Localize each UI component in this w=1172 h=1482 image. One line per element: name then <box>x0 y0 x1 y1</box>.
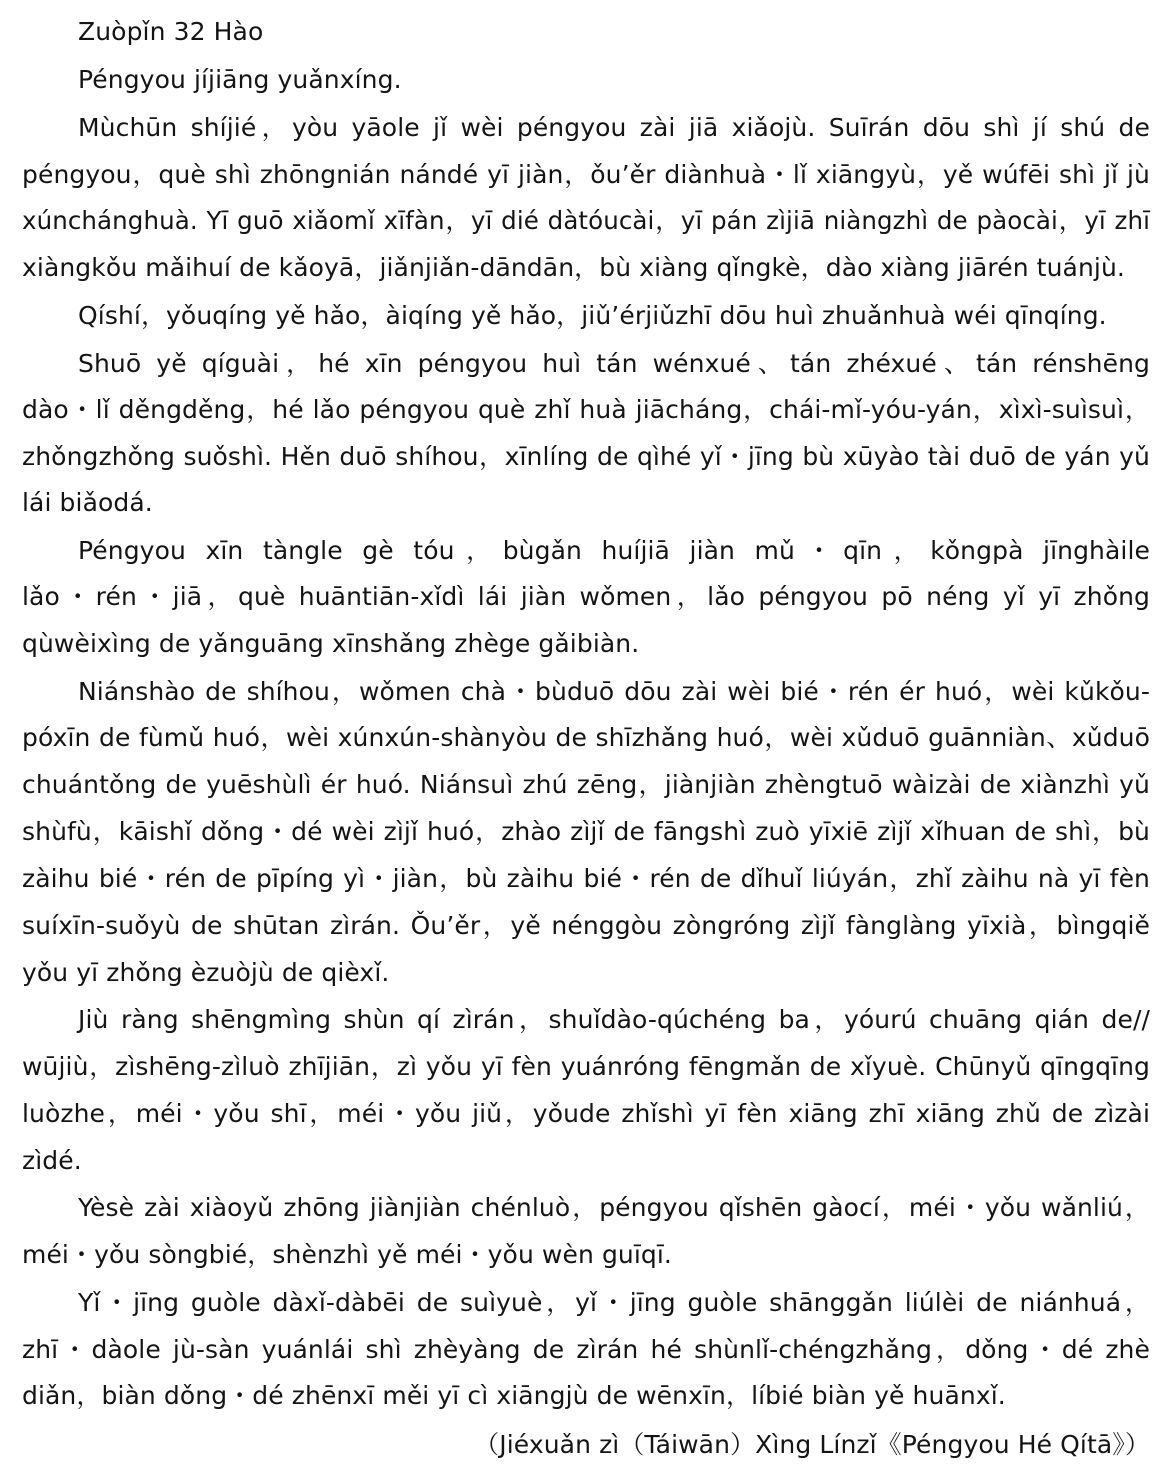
paragraph-line: zìdé. <box>22 1146 82 1175</box>
paragraph-line: yǒu yī zhǒng èzuòjù de qièxǐ. <box>22 958 390 987</box>
paragraph-line: suíxīn-suǒyù de shūtan zìrán. Ǒu’ěr，yě nénggòu zòngróng zìjǐ fànglàng yīxià，bìngqiě <box>22 911 1150 940</box>
paragraph-line: zhǒngzhǒng suǒshì. Hěn duō shíhou，xīnlíng de qìhé yǐ・jīng bù xūyào tài duō de yán yǔ <box>22 442 1150 471</box>
paragraph-line: xúnchánghuà. Yī guō xiǎomǐ xīfàn，yī dié dàtóucài，yī pán zìjiā niàngzhì de pàocài，yī zhī <box>22 206 1150 235</box>
paragraph-line: shùfù，kāishǐ dǒng・dé wèi zìjǐ huó，zhào zìjǐ de fāngshì zuò yīxiē zìjǐ xǐhuan de shì，bù <box>22 817 1150 846</box>
paragraph-line: Yǐ・jīng guòle dàxǐ-dàbēi de suìyuè，yǐ・jīng guòle shānggǎn liúlèi de niánhuá， <box>78 1288 1150 1317</box>
work-number-heading: Zuòpǐn 32 Hào <box>78 17 264 46</box>
paragraph-line: chuántǒng de yuēshùlì ér huó. Niánsuì zhú zēng，jiànjiàn zhèngtuō wàizài de xiànzhì yǔ <box>22 770 1150 799</box>
paragraph-line: Yèsè zài xiàoyǔ zhōng jiànjiàn chénluò，péngyou qǐshēn gàocí，méi・yǒu wǎnliú， <box>78 1193 1150 1222</box>
paragraph-line: lǎo・rén・jiā，què huāntiān-xǐdì lái jiàn wǒmen，lǎo péngyou pō néng yǐ yī zhǒng <box>22 582 1150 611</box>
paragraph-line: Shuō yě qíguài，hé xīn péngyou huì tán wénxué、tán zhéxué、tán rénshēng <box>78 349 1150 378</box>
paragraph-line: qùwèixìng de yǎnguāng xīnshǎng zhège gǎibiàn. <box>22 629 640 658</box>
paragraph-line: Péngyou xīn tàngle gè tóu，bùgǎn huíjiā jiàn mǔ・qīn，kǒngpà jīnghàile <box>78 536 1150 565</box>
paragraph-line: zhī・dàole jù-sàn yuánlái shì zhèyàng de zìrán hé shùnlǐ-chéngzhǎng，dǒng・dé zhè <box>22 1335 1150 1364</box>
paragraph-line: Mùchūn shíjié，yòu yāole jǐ wèi péngyou zài jiā xiǎojù. Suīrán dōu shì jí shú de <box>78 113 1150 142</box>
paragraph-line: méi・yǒu sòngbié，shènzhì yě méi・yǒu wèn guīqī. <box>22 1240 672 1269</box>
paragraph-line: diǎn，biàn dǒng・dé zhēnxī měi yī cì xiāngjù de wēnxīn，líbié biàn yě huānxǐ. <box>22 1381 1006 1410</box>
paragraph-line: luòzhe，méi・yǒu shī，méi・yǒu jiǔ，yǒude zhǐshì yī fèn xiāng zhī xiāng zhǔ de zìzài <box>22 1099 1150 1128</box>
paragraph-line: péngyou，què shì zhōngnián nándé yī jiàn，ǒu’ěr diànhuà・lǐ xiāngyù，yě wúfēi shì jǐ jù <box>22 160 1150 189</box>
paragraph-line: Niánshào de shíhou，wǒmen chà・bùduō dōu zài wèi bié・rén ér huó，wèi kǔkǒu- <box>78 677 1150 706</box>
paragraph-line: dào・lǐ děngděng，hé lǎo péngyou què zhǐ huà jiācháng，chái-mǐ-yóu-yán，xìxì-suìsuì， <box>22 395 1150 424</box>
source-citation: （Jiéxuǎn zì（Táiwān）Xìng Línzǐ《Péngyou Hé Qítā》） <box>474 1430 1150 1459</box>
paragraph-line: lái biǎodá. <box>22 488 153 517</box>
paragraph-line: Jiù ràng shēngmìng shùn qí zìrán，shuǐdào-qúchéng ba，yóurú chuāng qián de// <box>78 1005 1150 1034</box>
paragraph-line: zàihu bié・rén de pīpíng yì・jiàn，bù zàihu bié・rén de dǐhuǐ liúyán，zhǐ zàihu nà yī fèn <box>22 864 1150 893</box>
paragraph-line: wūjiù，zìshēng-zìluò zhījiān，zì yǒu yī fèn yuánróng fēngmǎn de xǐyuè. Chūnyǔ qīngqīng <box>22 1052 1150 1081</box>
document-title: Péngyou jíjiāng yuǎnxíng. <box>78 65 402 94</box>
paragraph-line: Qíshí，yǒuqíng yě hǎo，àiqíng yě hǎo，jiǔ’érjiǔzhī dōu huì zhuǎnhuà wéi qīnqíng. <box>78 301 1107 330</box>
paragraph-line: póxīn de fùmǔ huó，wèi xúnxún-shànyòu de shīzhǎng huó，wèi xǔduō guānniàn、xǔduō <box>22 723 1150 752</box>
paragraph-line: xiàngkǒu mǎihuí de kǎoyā，jiǎnjiǎn-dāndān，bù xiàng qǐngkè，dào xiàng jiārén tuánjù. <box>22 253 1125 282</box>
